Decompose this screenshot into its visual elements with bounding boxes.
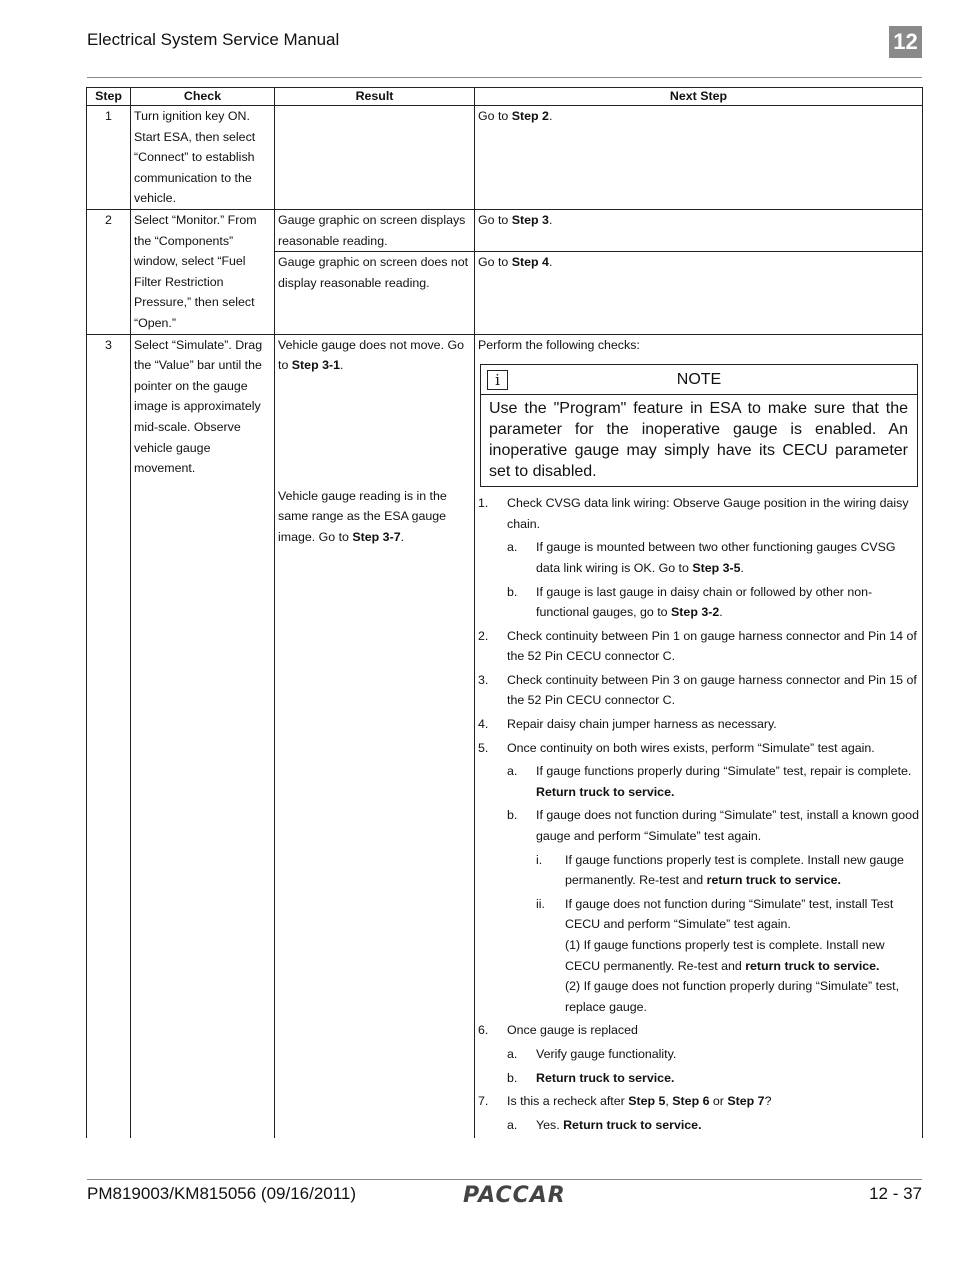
result-cell: Gauge graphic on screen does not display reasonable reading. xyxy=(275,252,475,334)
emphasis-text: Return truck to service. xyxy=(563,1117,702,1132)
item-number: b. xyxy=(507,808,518,823)
next-step-text: Go to xyxy=(478,109,512,123)
item-number: i. xyxy=(536,852,543,867)
footer-rule xyxy=(87,1179,922,1180)
item-text: Is this a recheck after xyxy=(507,1094,629,1109)
manual-title: Electrical System Service Manual xyxy=(87,30,340,49)
next-step-cell xyxy=(475,106,923,210)
item-number: 2. xyxy=(478,628,489,643)
item-text: If gauge is last gauge in daisy chain or followed by other non-functional gauges, go to xyxy=(536,584,873,620)
next-step-intro: Perform the following checks: xyxy=(478,337,640,352)
item-number: a. xyxy=(507,1117,518,1132)
item-text: If gauge functions properly during “Simulate” test, repair is complete. xyxy=(536,764,912,779)
table-row xyxy=(87,334,923,1138)
item-text: Once continuity on both wires exists, perform “Simulate” test again. xyxy=(507,740,875,755)
emphasis-text: return truck to service. xyxy=(706,873,841,888)
result-cell: Gauge graphic on screen displays reasonable reading. xyxy=(275,209,475,251)
item-number: 7. xyxy=(478,1094,489,1109)
item-text: Verify gauge functionality. xyxy=(536,1046,677,1061)
list-item xyxy=(478,714,919,735)
troubleshooting-table xyxy=(86,87,923,1138)
next-step-text: . xyxy=(548,109,553,123)
step-reference: Step 7 xyxy=(727,1094,765,1109)
list-item xyxy=(478,670,919,711)
note-box xyxy=(480,364,918,487)
list-item xyxy=(478,1068,919,1089)
list-item xyxy=(478,1115,919,1136)
item-text: Check continuity between Pin 3 on gauge harness connector and Pin 15 of the 52 Pin CECU connector C. xyxy=(507,672,917,708)
item-number: a. xyxy=(507,540,518,555)
item-text: or xyxy=(709,1094,728,1109)
table-header-row xyxy=(87,88,923,106)
document-id: PM819003/KM815056 (09/16/2011) xyxy=(87,1184,357,1203)
result-text: . xyxy=(339,358,344,373)
list-item xyxy=(478,493,919,534)
item-number: b. xyxy=(507,584,518,599)
result-text: Vehicle gauge does not move. Go to xyxy=(278,337,464,373)
item-text: (2) If gauge does not function properly during “Simulate” test, replace gauge. xyxy=(565,979,900,1014)
list-item xyxy=(478,537,919,578)
step-column-header: Step xyxy=(87,88,131,106)
table-row xyxy=(87,106,923,210)
result-column-header: Result xyxy=(275,88,475,106)
next-step-text: . xyxy=(548,212,553,227)
item-text: If gauge functions properly test is complete. Install new gauge permanently. Re-test and xyxy=(565,852,904,888)
list-item xyxy=(478,894,919,1018)
item-text: Yes. xyxy=(536,1117,564,1132)
result-not-moving xyxy=(278,335,471,486)
list-item xyxy=(478,850,919,891)
check-column-header: Check xyxy=(131,88,275,106)
item-text: If gauge does not function during “Simulate” test, install a known good gauge and perform “Simulate” test again. xyxy=(536,808,919,844)
table-row xyxy=(87,209,923,251)
paccar-logo: PACCAR xyxy=(463,1183,566,1208)
check-cell: Select “Simulate”. Drag the “Value” bar until the pointer on the gauge image is approximately mid-scale. Observe vehicle gauge movement. xyxy=(131,334,275,1138)
item-text: . xyxy=(740,560,744,575)
header-rule xyxy=(87,77,922,78)
next-step-text: Go to xyxy=(478,255,512,270)
step-reference: Step 5 xyxy=(628,1094,666,1109)
check-cell: Select “Monitor.” From the “Components” window, select “Fuel Filter Restriction Pressure,” then select “Open.” xyxy=(131,209,275,334)
step-reference: Step 3-5 xyxy=(692,560,741,575)
step-reference: Step 3 xyxy=(511,212,549,227)
next-step-text: Go to xyxy=(478,212,512,227)
emphasis-text: return truck to service. xyxy=(745,958,880,973)
step-reference: Step 2 xyxy=(511,109,549,123)
item-text: If gauge is mounted between two other functioning gauges CVSG data link wiring is OK. Go to xyxy=(536,540,896,575)
item-number: b. xyxy=(507,1070,518,1085)
list-item xyxy=(478,626,919,667)
list-item xyxy=(478,805,919,846)
result-cell xyxy=(275,334,475,1138)
item-text: Check CVSG data link wiring: Observe Gauge position in the wiring daisy chain. xyxy=(507,496,909,531)
next-step-column-header: Next Step xyxy=(475,88,923,106)
step-reference: Step 6 xyxy=(672,1094,710,1109)
note-header xyxy=(481,365,917,395)
step-reference: Step 3-2 xyxy=(671,605,720,620)
note-label: NOTE xyxy=(676,371,722,389)
next-step-cell xyxy=(475,209,923,251)
result-cell xyxy=(275,106,475,210)
info-icon: i xyxy=(487,370,508,390)
list-item xyxy=(478,582,919,623)
list-item xyxy=(478,761,919,802)
result-text: Vehicle gauge reading is in the same range as the ESA gauge image. Go to xyxy=(278,488,447,544)
item-number: 4. xyxy=(478,717,489,732)
item-number: 3. xyxy=(478,672,489,687)
step-reference: Step 3-7 xyxy=(352,529,401,544)
item-text: Once gauge is replaced xyxy=(507,1023,638,1038)
step-number: 2 xyxy=(87,209,131,334)
item-text: ? xyxy=(764,1094,772,1109)
item-text: Check continuity between Pin 1 on gauge harness connector and Pin 14 of the 52 Pin CECU connector C. xyxy=(507,628,917,664)
emphasis-text: Return truck to service. xyxy=(536,784,675,799)
next-step-cell xyxy=(475,252,923,334)
item-number: a. xyxy=(507,764,518,779)
item-number: ii. xyxy=(536,896,545,911)
step-number: 3 xyxy=(87,334,131,1138)
item-text: Repair daisy chain jumper harness as necessary. xyxy=(507,717,777,732)
list-item xyxy=(478,1044,919,1065)
result-same-range xyxy=(278,486,471,548)
item-text: . xyxy=(719,605,723,620)
item-text: (1) If gauge functions properly test is complete. Install new CECU permanently. Re-test and xyxy=(565,938,885,973)
next-step-cell xyxy=(475,334,923,1138)
next-step-text: . xyxy=(548,255,553,270)
item-text: If gauge does not function during “Simulate” test, install Test CECU and perform “Simulate” test again. xyxy=(565,896,894,932)
emphasis-text: Return truck to service. xyxy=(536,1070,675,1085)
item-number: 5. xyxy=(478,740,489,755)
note-text: Use the "Program" feature in ESA to make sure that the parameter for the inoperative gauge is enabled. An inoperative gauge may simply have its CECU parameter set to disabled. xyxy=(489,400,908,481)
item-number: a. xyxy=(507,1046,518,1061)
list-item xyxy=(478,1091,919,1112)
check-cell: Turn ignition key ON. Start ESA, then select “Connect” to establish communication to the vehicle. xyxy=(131,106,275,210)
result-text: . xyxy=(400,529,405,544)
chapter-badge: 12 xyxy=(889,26,922,58)
instruction-list xyxy=(478,493,919,1135)
step-reference: Step 3-1 xyxy=(291,358,340,373)
item-number: 1. xyxy=(478,496,489,511)
list-item xyxy=(478,738,919,759)
page-number: 12 - 37 xyxy=(869,1184,922,1203)
list-item xyxy=(478,1020,919,1041)
item-number: 6. xyxy=(478,1023,489,1038)
step-reference: Step 4 xyxy=(511,255,549,270)
step-number: 1 xyxy=(87,106,131,210)
item-text: , xyxy=(665,1094,673,1109)
